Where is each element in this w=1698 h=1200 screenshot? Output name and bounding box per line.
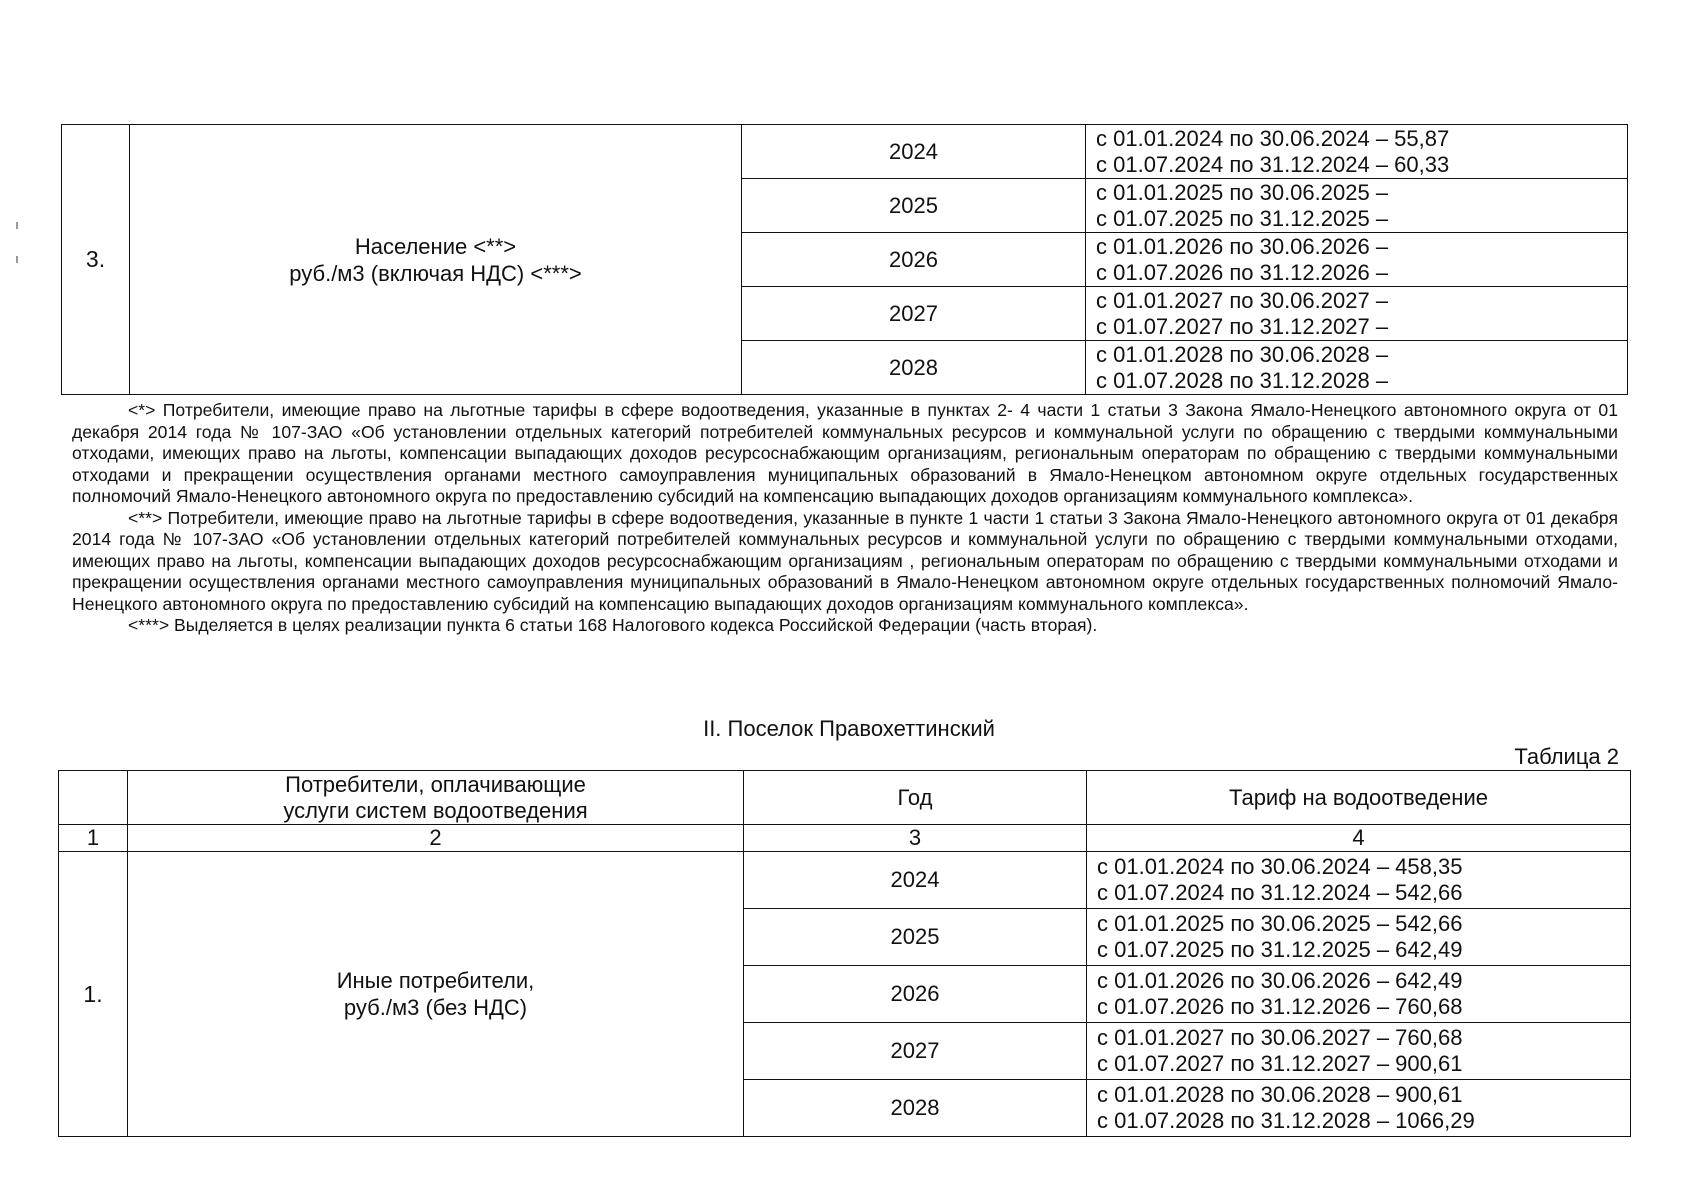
column-number: 2 <box>128 825 744 852</box>
table-label: Таблица 2 <box>1514 744 1619 769</box>
scan-margin-mark <box>16 256 18 263</box>
tariff-period: с 01.01.2025 по 30.06.2025 – 542,66 <box>1097 911 1463 936</box>
tariff-period: с 01.01.2028 по 30.06.2028 – 900,61 <box>1097 1082 1463 1107</box>
tariff-period: с 01.07.2026 по 31.12.2026 – 760,68 <box>1097 994 1463 1019</box>
column-number-row <box>59 825 1631 852</box>
tariff-period: с 01.07.2028 по 31.12.2028 – 1066,29 <box>1097 1108 1475 1133</box>
tariff-cell <box>1087 909 1631 966</box>
header-line: Потребители, оплачивающие <box>285 771 586 797</box>
scan-margin-mark <box>16 222 18 229</box>
tariff-cell <box>1086 341 1628 395</box>
year-cell: 2027 <box>742 287 1086 341</box>
header-line: услуги систем водоотведения <box>283 797 588 823</box>
tariff-period: с 01.01.2026 по 30.06.2026 – 642,49 <box>1097 968 1463 993</box>
tariff-period: с 01.01.2024 по 30.06.2024 – 458,35 <box>1097 854 1463 879</box>
column-number: 3 <box>744 825 1087 852</box>
consumer-line: руб./м3 (без НДС) <box>343 995 528 1020</box>
tariff-table-2 <box>58 770 1631 1137</box>
tariff-period: с 01.01.2027 по 30.06.2027 – 760,68 <box>1097 1025 1463 1050</box>
tariff-cell <box>1087 852 1631 909</box>
table-row <box>59 852 1631 909</box>
tariff-period: с 01.01.2025 по 30.06.2025 – <box>1096 179 1389 205</box>
tariff-cell <box>1087 1080 1631 1137</box>
tariff-period: с 01.07.2025 по 31.12.2025 – 642,49 <box>1097 937 1463 962</box>
row-number: 3. <box>62 125 130 395</box>
tariff-cell <box>1087 966 1631 1023</box>
tariff-period: с 01.07.2028 по 31.12.2028 – <box>1096 367 1389 393</box>
tariff-cell <box>1086 233 1628 287</box>
tariff-period: с 01.07.2027 по 31.12.2027 – 900,61 <box>1097 1051 1463 1076</box>
tariff-period: с 01.01.2027 по 30.06.2027 – <box>1096 287 1389 313</box>
tariff-period: с 01.01.2028 по 30.06.2028 – <box>1096 341 1389 367</box>
consumer-line: Население <**> <box>354 233 517 259</box>
header-tariff: Тариф на водоотведение <box>1087 771 1631 825</box>
section-title: II. Поселок Правохеттинский <box>703 716 995 741</box>
tariff-cell <box>1086 125 1628 179</box>
tariff-period: с 01.07.2024 по 31.12.2024 – 542,66 <box>1097 880 1463 905</box>
tariff-period: с 01.07.2026 по 31.12.2026 – <box>1096 259 1389 285</box>
year-cell: 2026 <box>742 233 1086 287</box>
row-number: 1. <box>59 852 128 1137</box>
tariff-period: с 01.01.2024 по 30.06.2024 – 55,87 <box>1096 125 1450 151</box>
year-cell: 2025 <box>742 179 1086 233</box>
tariff-cell <box>1086 287 1628 341</box>
tariff-table-1 <box>61 124 1628 395</box>
tariff-period: с 01.01.2026 по 30.06.2026 – <box>1096 233 1389 259</box>
consumer-line: руб./м3 (включая НДС) <***> <box>289 260 582 286</box>
footnote-2: <**> Потребители, имеющие право на льготные тарифы в сфере водоотведения, указанные в пункте 1 части 1 статьи 3 Закона Ямало-Ненецкого автономного округа от 01 декабря 2014 года № 107-ЗАО «Об установлении отдельных категорий потребителей коммунальных ресурсов и коммунальной услуги по обращению с твердыми коммунальными отходами, имеющих право на льготы, компенсации выпадающих доходов ресурсоснабжающим организациям , региональным операторам по обращению с твердыми коммунальными отходами и прекращении осуществления органами местного самоуправления муниципальных образований в Ямало-Ненецком автономном округе отдельных государственных полномочий Ямало-Ненецкого автономного округа по предоставлению субсидий на компенсацию выпадающих доходов организациям коммунального комплекса». <box>72 507 1618 614</box>
header-consumers <box>128 771 744 825</box>
footnote-3: <***> Выделяется в целях реализации пункта 6 статьи 168 Налогового кодекса Российской Федерации (часть вторая). <box>128 615 1098 635</box>
consumer-line: Иные потребители, <box>336 968 535 993</box>
table-header-row <box>59 771 1631 825</box>
tariff-period: с 01.07.2025 по 31.12.2025 – <box>1096 205 1389 231</box>
header-year: Год <box>744 771 1087 825</box>
year-cell: 2027 <box>744 1023 1087 1080</box>
header-cell-empty <box>59 771 128 825</box>
tariff-cell <box>1087 1023 1631 1080</box>
column-number: 4 <box>1087 825 1631 852</box>
year-cell: 2024 <box>744 852 1087 909</box>
table-row <box>62 125 1628 179</box>
tariff-period: с 01.07.2024 по 31.12.2024 – 60,33 <box>1096 151 1450 177</box>
year-cell: 2028 <box>744 1080 1087 1137</box>
consumer-category <box>130 125 742 395</box>
tariff-cell <box>1086 179 1628 233</box>
tariff-period: с 01.07.2027 по 31.12.2027 – <box>1096 313 1389 339</box>
consumer-category <box>128 852 744 1137</box>
footnotes <box>72 400 1618 637</box>
footnote-1: <*> Потребители, имеющие право на льготные тарифы в сфере водоотведения, указанные в пунктах 2- 4 части 1 статьи 3 Закона Ямало-Ненецкого автономного округа от 01 декабря 2014 года № 107-ЗАО «Об установлении отдельных категорий потребителей коммунальных ресурсов и коммунальной услуги по обращению с твердыми коммунальными отходами, имеющих право на льготы, компенсации выпадающих доходов ресурсоснабжающим организациям, региональным операторам по обращению с твердыми коммунальными отходами и прекращении осуществления органами местного самоуправления муниципальных образований в Ямало-Ненецком автономном округе отдельных государственных полномочий Ямало-Ненецкого автономного округа по предоставлению субсидий на компенсацию выпадающих доходов организациям коммунального комплекса». <box>72 400 1618 506</box>
year-cell: 2025 <box>744 909 1087 966</box>
year-cell: 2026 <box>744 966 1087 1023</box>
year-cell: 2024 <box>742 125 1086 179</box>
column-number: 1 <box>59 825 128 852</box>
year-cell: 2028 <box>742 341 1086 395</box>
